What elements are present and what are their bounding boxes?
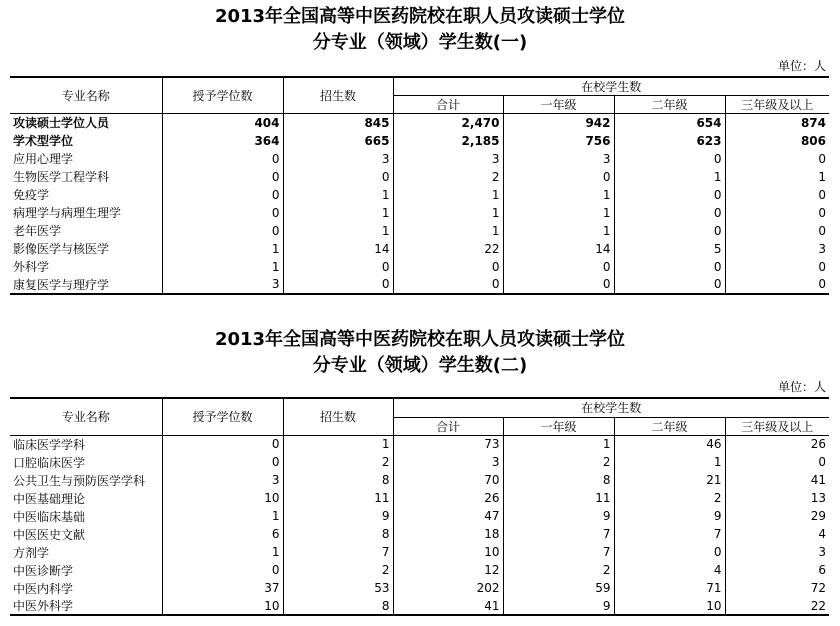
table-row <box>10 489 829 507</box>
cell-degree: 10 <box>162 597 283 615</box>
header-enroll: 招生数 <box>283 77 393 114</box>
cell-enroll: 1 <box>283 435 393 453</box>
cell-degree: 1 <box>162 258 283 276</box>
cell-year2: 0 <box>614 276 725 294</box>
table2-title-line2: 分专业（领域）学生数(二) <box>312 355 528 376</box>
cell-year3: 1 <box>725 168 829 186</box>
cell-year2: 9 <box>614 507 725 525</box>
cell-year2: 46 <box>614 435 725 453</box>
cell-year3: 0 <box>725 222 829 240</box>
cell-year1: 1 <box>503 435 614 453</box>
cell-total: 41 <box>393 597 503 615</box>
table-row <box>10 561 829 579</box>
cell-year2: 1 <box>614 168 725 186</box>
cell-enroll: 11 <box>283 489 393 507</box>
cell-degree: 37 <box>162 579 283 597</box>
cell-degree: 1 <box>162 240 283 258</box>
row-name: 中医诊断学 <box>13 563 74 578</box>
cell-year1: 1 <box>503 222 614 240</box>
cell-year1: 756 <box>503 132 614 150</box>
cell-year3: 0 <box>725 276 829 294</box>
header-name: 专业名称 <box>10 77 162 114</box>
cell-year2: 0 <box>614 150 725 168</box>
row-name: 外科学 <box>13 260 50 274</box>
cell-year2: 654 <box>614 114 725 132</box>
cell-total: 1 <box>393 186 503 204</box>
row-name: 学术型学位 <box>13 134 74 148</box>
row-name: 老年医学 <box>13 224 62 238</box>
cell-year3: 0 <box>725 150 829 168</box>
cell-year1: 59 <box>503 579 614 597</box>
cell-total: 22 <box>393 240 503 258</box>
header-name: 专业名称 <box>10 398 162 435</box>
row-name: 中医基础理论 <box>13 491 86 506</box>
cell-year2: 0 <box>614 543 725 561</box>
cell-degree: 0 <box>162 453 283 471</box>
cell-year2: 4 <box>614 561 725 579</box>
table-row <box>10 204 829 222</box>
cell-year1: 2 <box>503 561 614 579</box>
cell-enroll: 665 <box>283 132 393 150</box>
header-year3: 三年级及以上 <box>725 96 829 114</box>
cell-year2: 10 <box>614 597 725 615</box>
cell-year2: 623 <box>614 132 725 150</box>
cell-enroll: 14 <box>283 240 393 258</box>
table-row <box>10 132 829 150</box>
cell-year2: 1 <box>614 453 725 471</box>
cell-total: 2 <box>393 168 503 186</box>
cell-enroll: 8 <box>283 471 393 489</box>
table-row <box>10 525 829 543</box>
row-name: 中医内科学 <box>13 581 74 596</box>
cell-degree: 0 <box>162 204 283 222</box>
cell-total: 0 <box>393 276 503 294</box>
cell-total: 12 <box>393 561 503 579</box>
cell-year3: 806 <box>725 132 829 150</box>
cell-year3: 22 <box>725 597 829 615</box>
cell-year3: 4 <box>725 525 829 543</box>
table-row <box>10 435 829 453</box>
cell-total: 47 <box>393 507 503 525</box>
cell-year3: 3 <box>725 543 829 561</box>
table-row <box>10 150 829 168</box>
row-name: 康复医学与理疗学 <box>10 276 162 294</box>
row-name: 方剂学 <box>13 545 50 560</box>
cell-year2: 7 <box>614 525 725 543</box>
cell-total: 10 <box>393 543 503 561</box>
cell-year1: 14 <box>503 240 614 258</box>
header-degree: 授予学位数 <box>162 77 283 114</box>
cell-degree: 0 <box>162 150 283 168</box>
cell-total: 1 <box>393 204 503 222</box>
header-in-school: 在校学生数 <box>393 398 829 417</box>
cell-year2: 5 <box>614 240 725 258</box>
table1 <box>10 76 829 295</box>
row-name: 病理学与病理生理学 <box>13 206 122 220</box>
cell-degree: 1 <box>162 543 283 561</box>
cell-year3: 0 <box>725 453 829 471</box>
cell-total: 73 <box>393 435 503 453</box>
row-name: 口腔临床医学 <box>13 455 86 470</box>
cell-year1: 7 <box>503 525 614 543</box>
cell-year3: 72 <box>725 579 829 597</box>
cell-enroll: 3 <box>283 150 393 168</box>
header-total: 合计 <box>393 96 503 114</box>
header-year3: 三年级及以上 <box>725 417 829 435</box>
cell-year2: 0 <box>614 204 725 222</box>
cell-total: 3 <box>393 150 503 168</box>
cell-enroll: 1 <box>283 222 393 240</box>
cell-year1: 0 <box>503 276 614 294</box>
cell-total: 1 <box>393 222 503 240</box>
table1-title-line2: 分专业（领域）学生数(一) <box>312 32 528 53</box>
cell-enroll: 0 <box>283 168 393 186</box>
cell-year3: 0 <box>725 258 829 276</box>
table-row <box>10 168 829 186</box>
cell-enroll: 1 <box>283 186 393 204</box>
row-name: 临床医学学科 <box>13 437 86 452</box>
row-name: 应用心理学 <box>13 152 74 166</box>
cell-year1: 0 <box>503 168 614 186</box>
cell-year3: 13 <box>725 489 829 507</box>
table-row <box>10 276 829 294</box>
cell-year3: 0 <box>725 204 829 222</box>
cell-year1: 2 <box>503 453 614 471</box>
cell-enroll: 1 <box>283 204 393 222</box>
cell-year2: 2 <box>614 489 725 507</box>
row-name: 中医外科学 <box>10 597 162 615</box>
row-name: 免疫学 <box>13 188 50 202</box>
table2 <box>10 397 829 616</box>
cell-enroll: 0 <box>283 276 393 294</box>
cell-year2: 0 <box>614 258 725 276</box>
row-name: 生物医学工程学科 <box>13 170 110 184</box>
cell-year1: 1 <box>503 204 614 222</box>
table1-unit: 单位：人 <box>777 59 826 73</box>
cell-enroll: 8 <box>283 597 393 615</box>
header-year2: 二年级 <box>614 96 725 114</box>
cell-total: 0 <box>393 258 503 276</box>
cell-degree: 10 <box>162 489 283 507</box>
cell-enroll: 0 <box>283 258 393 276</box>
cell-degree: 364 <box>162 132 283 150</box>
cell-enroll: 845 <box>283 114 393 132</box>
cell-degree: 404 <box>162 114 283 132</box>
header-enroll: 招生数 <box>283 398 393 435</box>
row-name: 攻读硕士学位人员 <box>13 116 110 131</box>
cell-total: 202 <box>393 579 503 597</box>
cell-year2: 71 <box>614 579 725 597</box>
table-row <box>10 471 829 489</box>
table-row <box>10 258 829 276</box>
header-year1: 一年级 <box>503 96 614 114</box>
table2-title-line1: 2013年全国高等中医药院校在职人员攻读硕士学位 <box>214 329 626 350</box>
header-year1: 一年级 <box>503 417 614 435</box>
cell-enroll: 2 <box>283 453 393 471</box>
cell-enroll: 8 <box>283 525 393 543</box>
cell-year1: 1 <box>503 186 614 204</box>
cell-year3: 0 <box>725 186 829 204</box>
table2-unit: 单位：人 <box>777 380 826 394</box>
cell-year3: 6 <box>725 561 829 579</box>
table-row <box>10 186 829 204</box>
cell-total: 2,185 <box>393 132 503 150</box>
cell-enroll: 7 <box>283 543 393 561</box>
cell-year2: 0 <box>614 186 725 204</box>
cell-degree: 0 <box>162 561 283 579</box>
table1-title-line1: 2013年全国高等中医药院校在职人员攻读硕士学位 <box>214 6 626 27</box>
table-row <box>10 507 829 525</box>
cell-degree: 6 <box>162 525 283 543</box>
cell-total: 70 <box>393 471 503 489</box>
cell-year2: 0 <box>614 222 725 240</box>
cell-degree: 0 <box>162 435 283 453</box>
table-row <box>10 579 829 597</box>
cell-year1: 0 <box>503 258 614 276</box>
cell-year1: 9 <box>503 597 614 615</box>
header-year2: 二年级 <box>614 417 725 435</box>
cell-degree: 0 <box>162 222 283 240</box>
table-row <box>10 222 829 240</box>
cell-total: 3 <box>393 453 503 471</box>
row-name: 影像医学与核医学 <box>13 242 110 256</box>
cell-year1: 9 <box>503 507 614 525</box>
cell-year1: 11 <box>503 489 614 507</box>
cell-total: 18 <box>393 525 503 543</box>
header-in-school: 在校学生数 <box>393 77 829 96</box>
row-name: 公共卫生与预防医学学科 <box>13 473 146 488</box>
cell-degree: 3 <box>162 276 283 294</box>
cell-degree: 1 <box>162 507 283 525</box>
table-row <box>10 240 829 258</box>
cell-year1: 3 <box>503 150 614 168</box>
cell-year1: 8 <box>503 471 614 489</box>
cell-year3: 29 <box>725 507 829 525</box>
row-name: 中医医史文献 <box>13 527 86 542</box>
cell-enroll: 2 <box>283 561 393 579</box>
row-name: 中医临床基础 <box>13 509 86 524</box>
cell-year3: 26 <box>725 435 829 453</box>
cell-total: 2,470 <box>393 114 503 132</box>
cell-year2: 21 <box>614 471 725 489</box>
cell-year3: 3 <box>725 240 829 258</box>
cell-degree: 0 <box>162 186 283 204</box>
table-row <box>10 114 829 132</box>
table-row <box>10 597 829 615</box>
cell-enroll: 53 <box>283 579 393 597</box>
table-row <box>10 543 829 561</box>
cell-year3: 41 <box>725 471 829 489</box>
cell-total: 26 <box>393 489 503 507</box>
table-row <box>10 453 829 471</box>
cell-year3: 874 <box>725 114 829 132</box>
cell-year1: 7 <box>503 543 614 561</box>
header-total: 合计 <box>393 417 503 435</box>
cell-year1: 942 <box>503 114 614 132</box>
cell-enroll: 9 <box>283 507 393 525</box>
cell-degree: 3 <box>162 471 283 489</box>
cell-degree: 0 <box>162 168 283 186</box>
header-degree: 授予学位数 <box>162 398 283 435</box>
